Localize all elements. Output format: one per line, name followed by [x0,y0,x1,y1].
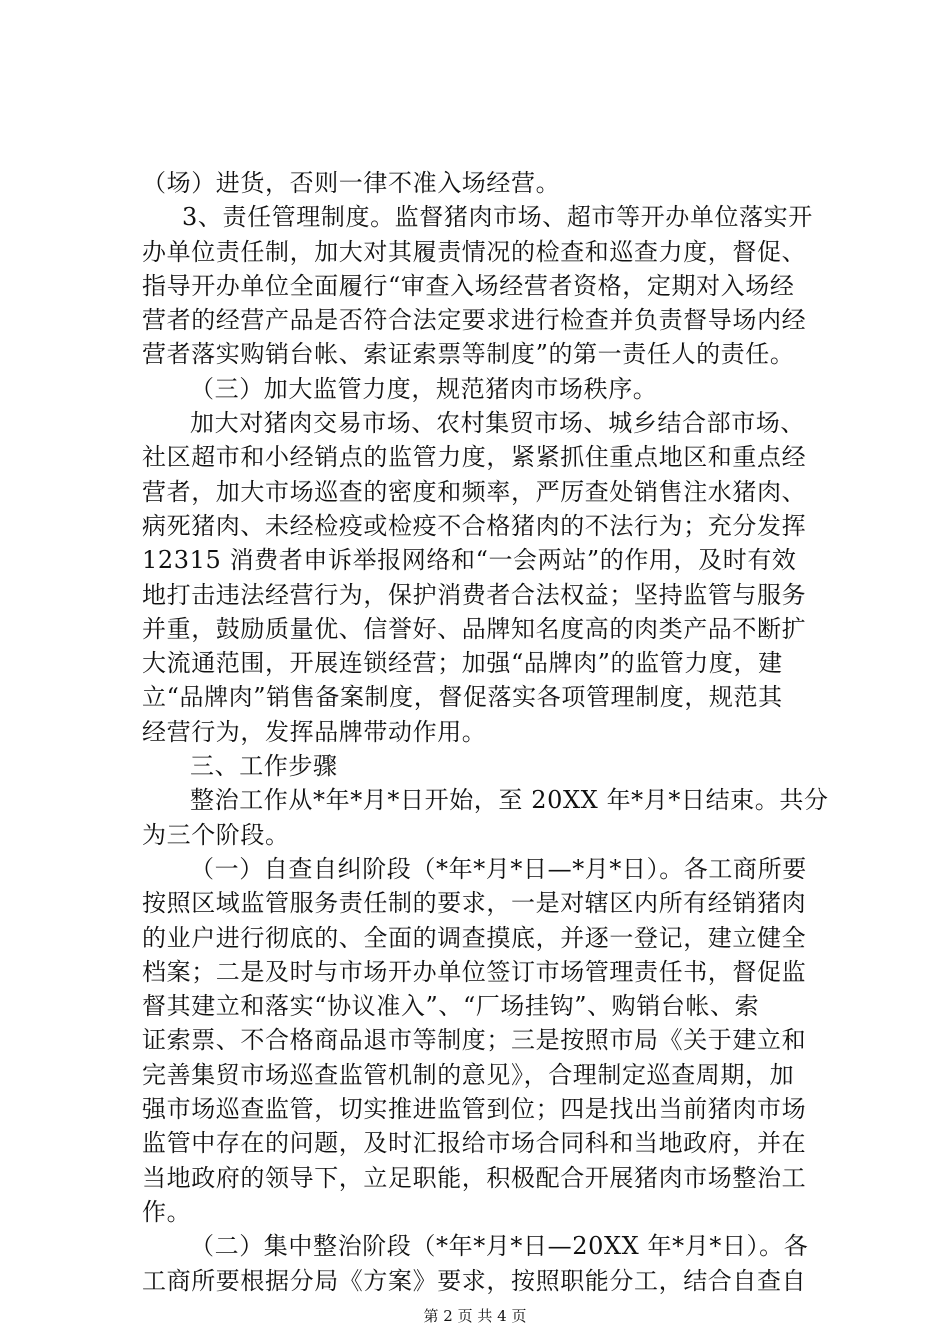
text-line: 立“品牌肉”销售备案制度，督促落实各项管理制度，规范其 [142,683,783,712]
text-line: 强市场巡查监管，切实推进监管到位；四是找出当前猪肉市场 [142,1095,807,1124]
text-line: 地打击违法经营行为，保护消费者合法权益；坚持监管与服务 [142,580,807,609]
page-number: 第 2 页 共 4 页 [423,1307,527,1325]
text-line: （一）自查自纠阶段（*年*月*日—*月*日）。各工商所要 [190,854,807,883]
text-line: 的业户进行彻底的、全面的调查摸底，并逐一登记，建立健全 [142,923,807,952]
text-line: 按照区域监管服务责任制的要求，一是对辖区内所有经销猪肉 [142,889,807,918]
text-line: 工商所要根据分局《方案》要求，按照职能分工，结合自查自 [142,1266,807,1295]
text-line: （场）进货，否则一律不准入场经营。 [142,169,561,197]
text-line: 病死猪肉、未经检疫或检疫不合格猪肉的不法行为；充分发挥 [142,511,807,540]
text-line: 3、责任管理制度。监督猪肉市场、超市等开办单位落实开 [182,203,813,232]
text-line: 营者的经营产品是否符合法定要求进行检查并负责督导场内经 [142,306,807,335]
text-line: 并重，鼓励质量优、信誉好、品牌知名度高的肉类产品不断扩 [142,614,807,643]
text-line: 指导开办单位全面履行“审查入场经营者资格，定期对入场经 [142,271,795,300]
text-line: （二）集中整治阶段（*年*月*日—20XX 年*月*日）。各 [190,1232,809,1261]
text-line: 完善集贸市场巡查监管机制的意见》，合理制定巡查周期，加 [142,1060,795,1089]
text-line: 加大对猪肉交易市场、农村集贸市场、城乡结合部市场、 [190,409,805,438]
section-heading: 三、工作步骤 [190,752,338,781]
document-body [142,166,832,1298]
text-line: 办单位责任制，加大对其履责情况的检查和巡查力度，督促、 [142,237,807,266]
text-line: 督其建立和落实“协议准入”、“厂场挂钩”、购销台帐、索 [142,992,760,1021]
section-heading: （三）加大监管力度，规范猪肉市场秩序。 [190,374,658,403]
text-line: 监管中存在的问题，及时汇报给市场合同科和当地政府，并在 [142,1129,807,1158]
text-line: 12315 消费者申诉举报网络和“一会两站”的作用，及时有效 [142,546,797,575]
text-line: 社区超市和小经销点的监管力度，紧紧抓住重点地区和重点经 [142,443,807,472]
text-line: 经营行为，发挥品牌带动作用。 [142,717,487,746]
text-line: 为三个阶段。 [142,820,290,849]
text-line: 大流通范围，开展连锁经营；加强“品牌肉”的监管力度，建 [142,649,783,678]
text-line: 作。 [142,1197,192,1226]
text-line: 证索票、不合格商品退市等制度；三是按照市局《关于建立和 [142,1026,807,1055]
text-line: 当地政府的领导下，立足职能，积极配合开展猪肉市场整治工 [142,1163,807,1192]
text-line: 档案；二是及时与市场开办单位签订市场管理责任书，督促监 [142,957,807,986]
text-line: 整治工作从*年*月*日开始，至 20XX 年*月*日结束。共分 [190,786,829,815]
text-line: 营者落实购销台帐、索证索票等制度”的第一责任人的责任。 [142,340,795,369]
text-line: 营者，加大市场巡查的密度和频率，严厉查处销售注水猪肉、 [142,477,807,506]
